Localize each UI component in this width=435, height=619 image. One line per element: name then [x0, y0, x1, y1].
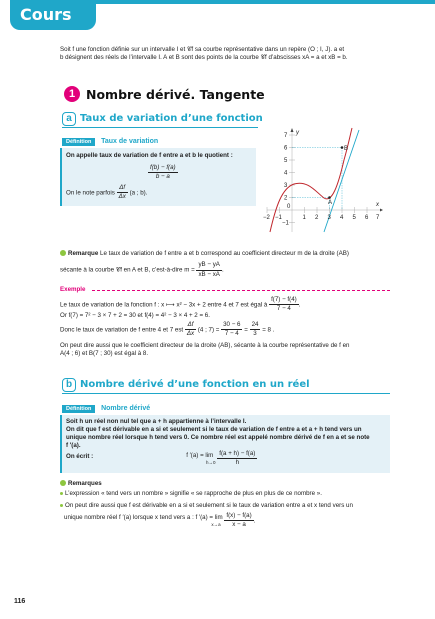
x-tick-3: 3 [327, 215, 331, 221]
y-tick-5: 5 [284, 158, 288, 164]
definition-2-tag: Définition [62, 405, 95, 413]
remark-fraction-denominator: xB − xA [198, 270, 220, 278]
x-axis-arrow-icon [380, 209, 383, 212]
remark-limit-prefix: unique nombre réel f ′(a) lorsque x tend vers a : f ′(a) = lim [64, 513, 223, 521]
point-a-marker [328, 196, 331, 199]
example-line-3 [60, 321, 390, 339]
remark-limit-fraction-denominator: x − a [232, 521, 246, 529]
remark-item-1-text: L’expression « tend vers un nombre » signifie « se rapproche de plus en plus de ce nombre ». [65, 490, 322, 497]
example-line-5: A(4 ; 6) et B(7 ; 30) est égal à 8. [60, 350, 149, 357]
intro-paragraph [60, 46, 378, 63]
remarks-label: Remarques [68, 480, 102, 487]
x-tick-minus-2: −2 [263, 215, 270, 221]
y-tick-3: 3 [284, 183, 288, 189]
x-tick-4: 4 [340, 215, 344, 221]
formula-limit-sub: h→0 [206, 460, 216, 465]
example-title: Exemple [60, 286, 86, 293]
point-b-label: B [344, 146, 349, 152]
point-b-marker [341, 146, 344, 149]
remark-line2-suffix: . [221, 266, 224, 274]
y-axis-label: y [296, 130, 299, 136]
definition-2-ecrit: On écrit : [66, 453, 94, 460]
intro-line-1: Soit f une fonction définie sur un intervalle I et 𝒞f sa courbe représentative dans un repère (O ; I, J). a et [60, 46, 345, 53]
definition-2-line-4: f ′(a). [66, 442, 81, 449]
remark-limit-fraction-numerator: f(x) − f(a) [224, 512, 253, 521]
fraction-denominator: b − a [155, 173, 170, 181]
remarks-icon [60, 480, 66, 486]
example-line3-fraction3-numerator: 24 [250, 321, 261, 330]
remark-fraction-numerator: yB − yA [196, 261, 222, 270]
remark-1-line-2 [60, 261, 390, 279]
y-tick-7: 7 [284, 133, 288, 139]
y-axis-arrow-icon [291, 128, 294, 132]
example-line3-fraction-denominator: Δx [186, 330, 195, 338]
section-number: 1 [64, 86, 80, 102]
definition-2-line-2: On dit que f est dérivable en a si et seulement si le taux de variation de f entre a et a + h tend vers un [66, 426, 362, 433]
definition-2-line-3: unique nombre réel lorsque h tend vers 0. Ce nombre réel est appelé nombre dérivé de f en a et se note [66, 434, 370, 441]
definition-2-header [62, 404, 258, 413]
remark-item-2-line-2 [64, 512, 390, 530]
remark-1-line-1 [60, 250, 390, 258]
origin-label: 0 [287, 204, 291, 210]
remark-text: Le taux de variation de f entre a et b correspond au coefficient directeur m de la droite (AB) [100, 250, 349, 257]
remark-limit-sub: x→a [211, 522, 221, 527]
remark-fraction [196, 261, 222, 279]
example-dashed-line [92, 290, 390, 291]
note-fraction [117, 184, 128, 202]
x-tick-7: 7 [376, 215, 380, 221]
x-tick-6: 6 [365, 215, 369, 221]
cours-tab [10, 0, 96, 30]
example-line3-equals: = [244, 326, 248, 334]
subsection-rule-a [62, 127, 258, 128]
function-graph [262, 126, 386, 238]
definition-note [66, 184, 147, 202]
remark-item-1 [60, 490, 390, 498]
example-line1-prefix: Le taux de variation de la fonction f : x ⟼ x² − 3x + 2 entre 4 et 7 est égal à [60, 301, 268, 309]
definition-tag: Définition [62, 138, 95, 146]
x-tick-5: 5 [352, 215, 356, 221]
example-line-2: Or f(7) = 7² − 3 × 7 + 2 = 30 et f(4) = 4² − 3 × 4 + 2 = 6. [60, 312, 210, 319]
subsection-letter-b: b [62, 378, 76, 392]
fraction-numerator: f(b) − f(a) [148, 164, 178, 173]
definition-2-box [60, 415, 390, 473]
example-line3-suffix: = 8 . [262, 326, 275, 334]
definition-box [60, 148, 256, 206]
formula-denominator: h [235, 459, 240, 467]
section-title: Nombre dérivé. Tangente [86, 87, 265, 102]
note-suffix: (a ; b). [129, 189, 148, 197]
example-line3-fraction-2 [221, 321, 242, 339]
point-a-label: A [328, 200, 333, 206]
remark-limit [64, 514, 223, 528]
formula-fraction [217, 450, 257, 468]
example-line3-fraction2-denominator: 7 − 4 [224, 330, 239, 338]
x-tick-1: 1 [302, 215, 306, 221]
y-tick-2: 2 [284, 195, 288, 202]
remarks-2-header [60, 480, 390, 488]
example-line3-fraction [185, 321, 196, 339]
subsection-letter-a: a [62, 112, 76, 126]
cours-tab-label: Cours [20, 5, 72, 24]
remark-item-2-line-1: On peut dire aussi que f est dérivable en a si et seulement si le taux de variation entre a et x tend vers un [65, 502, 353, 509]
example-line-4: On peut dire aussi que le coefficient directeur de la droite (AB), sécante à la courbe représentative de f en [60, 342, 350, 349]
remark-line2-prefix: sécante à la courbe 𝒞f en A et B, c’est-à-dire m = [60, 266, 195, 274]
example-line3-fraction-numerator: Δf [185, 321, 196, 330]
definition-text: On appelle taux de variation de f entre a et b le quotient : [66, 152, 233, 159]
remark-limit-fraction [224, 512, 253, 530]
x-tick-2: 2 [315, 215, 319, 221]
formula-numerator: f(a + h) − f(a) [217, 450, 257, 459]
y-tick-6: 6 [284, 145, 288, 152]
y-tick-4: 4 [284, 170, 288, 177]
remark-item-2 [60, 502, 390, 510]
y-tick-minus-1: −1 [282, 220, 289, 227]
derivative-formula [184, 450, 257, 468]
example-line3-fraction-3 [250, 321, 261, 339]
note-fraction-numerator: Δf [117, 184, 128, 193]
example-line3-mid: (4 ; 7) = [197, 326, 220, 334]
subsection-title-b: Nombre dérivé d’une fonction en un réel [80, 379, 310, 390]
example-line1-suffix: . [298, 301, 301, 309]
example-line1-fraction-denominator: 7 − 4 [276, 305, 291, 313]
example-line3-fraction2-numerator: 30 − 6 [221, 321, 242, 330]
formula-prefix: f ′(a) = lim [186, 451, 214, 459]
page-number: 116 [14, 598, 26, 605]
subsection-rule-b [62, 393, 390, 394]
example-line1-fraction-numerator: f(7) − f(4) [269, 296, 299, 305]
remark-label: Remarque [68, 250, 99, 257]
definition-name: Taux de variation [101, 138, 159, 145]
x-axis-label: x [376, 202, 379, 208]
definition-fraction [148, 164, 178, 182]
remark-icon [60, 250, 66, 256]
x-tick-minus-1: −1 [275, 215, 282, 221]
example-line3-fraction3-denominator: 3 [253, 330, 257, 338]
bullet-icon [60, 504, 63, 507]
example-line3-prefix: Donc le taux de variation de f entre 4 et 7 est [60, 326, 184, 334]
subsection-title-a: Taux de variation d’une fonction [80, 113, 263, 124]
note-fraction-denominator: Δx [118, 193, 126, 201]
remark-limit-suffix: . [253, 517, 256, 525]
definition-header [62, 137, 258, 146]
header-rule [96, 0, 435, 4]
bullet-icon [60, 492, 63, 495]
definition-2-line-1: Soit h un réel non nul tel que a + h appartienne à l’intervalle I. [66, 418, 247, 425]
definition-2-name: Nombre dérivé [101, 405, 151, 412]
intro-line-2: b désignent des réels de l’intervalle I. A et B sont des points de la courbe 𝒞f d’abscisses xA = a et xB = b. [60, 54, 348, 62]
remark-1 [60, 250, 390, 279]
formula-limit [184, 452, 216, 466]
note-prefix: On le note parfois [66, 189, 115, 197]
